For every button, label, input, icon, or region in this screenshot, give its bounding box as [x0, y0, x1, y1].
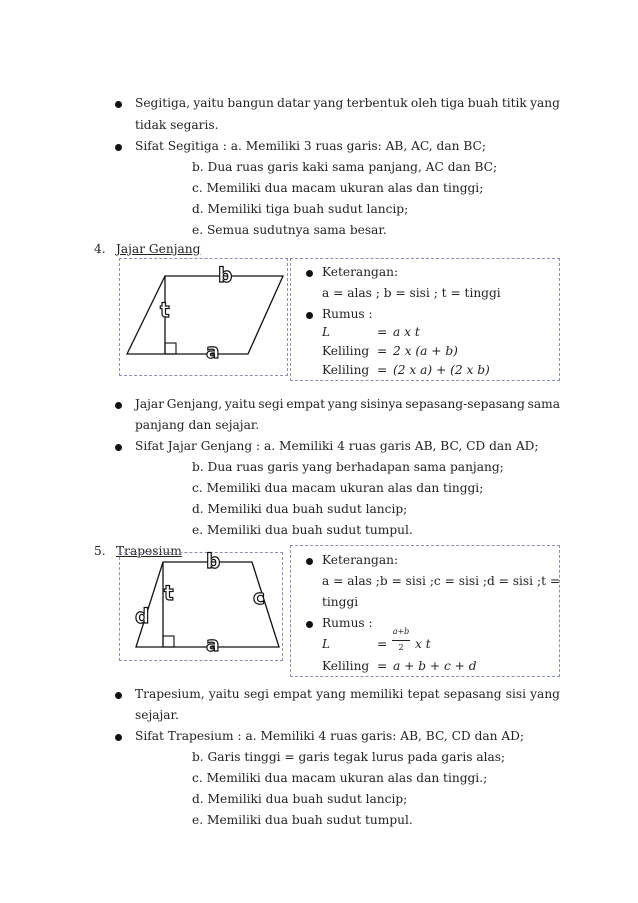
jajar-genjang-heading: Jajar Genjang [116, 242, 201, 256]
jajar-sifat-d: d. Memiliki dua buah sudut lancip; [192, 502, 408, 516]
bullet-trapesium-sifat [115, 734, 122, 741]
segitiga-sifat-label: Sifat Segitiga : a. Memiliki 3 ruas garis: AB, AC, dan BC; [135, 139, 486, 153]
jajar-formula3-eq: = [377, 363, 388, 377]
trapesium-sifat-b: b. Garis tinggi = garis tegak lurus pada garis alas; [192, 750, 506, 764]
jajar-sifat-e: e. Memiliki dua buah sudut tumpul. [192, 523, 413, 537]
trapesium-formula2-rhs: a + b + c + d [393, 659, 477, 673]
word: yaitu [224, 397, 256, 411]
jajar-keterangan-text: a = alas ; b = sisi ; t = tinggi [322, 286, 501, 300]
jajar-rumus-label: Rumus : [322, 307, 373, 321]
segitiga-sifat-b: b. Dua ruas garis kaki sama panjang, AC dan BC; [192, 160, 498, 174]
word: bangun [227, 96, 274, 110]
word: sama [527, 397, 560, 411]
word: tepat [407, 687, 440, 701]
jajar-formula1-eq: = [377, 325, 388, 339]
segitiga-sifat-e: e. Semua sudutnya sama besar. [192, 223, 387, 237]
trapesium-formula1-denominator: 2 [398, 643, 404, 652]
trapesium-heading: Trapesium [116, 544, 182, 558]
jajar-keterangan-label: Keterangan: [322, 265, 399, 279]
trapesium-keterangan-label: Keterangan: [322, 553, 399, 567]
segitiga-sifat-d: d. Memiliki tiga buah sudut lancip; [192, 202, 409, 216]
bullet-trapesium-rumus [306, 621, 313, 628]
word: sepasang-sepasang [405, 397, 525, 411]
word: terbentuk [346, 96, 408, 110]
jajar-formula2-lhs: Keliling [322, 344, 370, 358]
trapesium-rumus-label: Rumus : [322, 616, 373, 630]
trapesium-keterangan-line2: tinggi [322, 595, 359, 609]
trapesium-sifat-c: c. Memiliki dua macam ukuran alas dan tinggi.; [192, 771, 488, 785]
trapesium-formula1-tail: x t [415, 637, 431, 651]
word: yang [530, 96, 560, 110]
word: d = sisi ; [487, 574, 542, 588]
word: sisinya [360, 397, 403, 411]
bullet-jajar-sifat [115, 444, 122, 451]
parallelogram-label-b: b [218, 263, 233, 287]
trapesium-formula1-fraction-bar [392, 640, 410, 641]
bullet-jajar-def [115, 402, 122, 409]
jajar-formula3-lhs: Keliling [322, 363, 370, 377]
trapezoid-label-b: b [206, 549, 221, 573]
trapesium-sifat-d: d. Memiliki dua buah sudut lancip; [192, 792, 408, 806]
trapesium-formula1-eq: = [377, 637, 388, 651]
jajar-formula1-rhs: a x t [393, 325, 420, 339]
parallelogram-label-t: t [160, 298, 170, 322]
word: sisi [505, 687, 526, 701]
jajar-formula1-lhs: L [322, 325, 331, 339]
jajar-sifat-label: Sifat Jajar Genjang : a. Memiliki 4 ruas garis AB, BC, CD dan AD; [135, 439, 539, 453]
word: a = alas ; [322, 574, 380, 588]
word: yaitu [208, 687, 240, 701]
word: Segitiga, [135, 96, 190, 110]
word: memiliki [350, 687, 404, 701]
word: Jajar [135, 397, 165, 411]
trapesium-definition-line1 [135, 687, 560, 701]
word: empat [273, 687, 312, 701]
word: Genjang, [166, 397, 223, 411]
parallelogram-label-a: a [206, 339, 220, 363]
word: datar [277, 96, 311, 110]
trapesium-sifat-label: Sifat Trapesium : a. Memiliki 4 ruas garis: AB, BC, CD dan AD; [135, 729, 525, 743]
bullet-segitiga-sifat [115, 144, 122, 151]
bullet-jajar-keterangan [306, 270, 313, 277]
jajar-definition-line1 [135, 397, 560, 411]
section-number-4: 4. [94, 242, 106, 256]
word: b = sisi ;c = sisi ; [379, 574, 488, 588]
word: oleh [410, 96, 438, 110]
word: yang [530, 687, 560, 701]
jajar-definition-line2: panjang dan sejajar. [135, 418, 260, 432]
segitiga-definition-line1 [135, 96, 560, 110]
bullet-jajar-rumus [306, 312, 313, 319]
trapesium-formula1-numerator: a+b [392, 627, 410, 636]
trapesium-formula2-eq: = [377, 659, 388, 673]
trapezoid-label-c: c [253, 585, 265, 609]
jajar-formula3-rhs: (2 x a) + (2 x b) [393, 363, 490, 377]
trapezoid-label-d: d [135, 604, 150, 628]
word: yang [316, 687, 346, 701]
bullet-trapesium-keterangan [306, 558, 313, 565]
trapezoid-label-a: a [206, 632, 220, 656]
bullet-trapesium-def [115, 692, 122, 699]
segitiga-sifat-c: c. Memiliki dua macam ukuran alas dan tinggi; [192, 181, 484, 195]
trapesium-sifat-e: e. Memiliki dua buah sudut tumpul. [192, 813, 413, 827]
word: segi [258, 397, 284, 411]
jajar-sifat-b: b. Dua ruas garis yang berhadapan sama panjang; [192, 460, 504, 474]
word: sepasang [443, 687, 502, 701]
word: tiga [440, 96, 465, 110]
trapezoid-label-t: t [164, 581, 174, 605]
word: Trapesium, [135, 687, 205, 701]
word: yaitu [193, 96, 225, 110]
segitiga-definition-line2: tidak segaris. [135, 118, 219, 132]
word: buah [467, 96, 499, 110]
jajar-formula2-eq: = [377, 344, 388, 358]
trapesium-formula2-lhs: Keliling [322, 659, 370, 673]
jajar-formula2-rhs: 2 x (a + b) [393, 344, 458, 358]
word: titik [501, 96, 527, 110]
word: t = [541, 574, 561, 588]
bullet-segitiga-def [115, 101, 122, 108]
jajar-sifat-c: c. Memiliki dua macam ukuran alas dan tinggi; [192, 481, 484, 495]
parallelogram-figure [119, 258, 289, 378]
section-number-5: 5. [94, 544, 106, 558]
trapesium-keterangan-line1 [322, 574, 561, 588]
word: yang [313, 96, 344, 110]
trapesium-definition-line2: sejajar. [135, 708, 179, 722]
word: yang [327, 397, 358, 411]
word: empat [286, 397, 326, 411]
trapesium-formula1-lhs: L [322, 637, 331, 651]
word: segi [243, 687, 269, 701]
